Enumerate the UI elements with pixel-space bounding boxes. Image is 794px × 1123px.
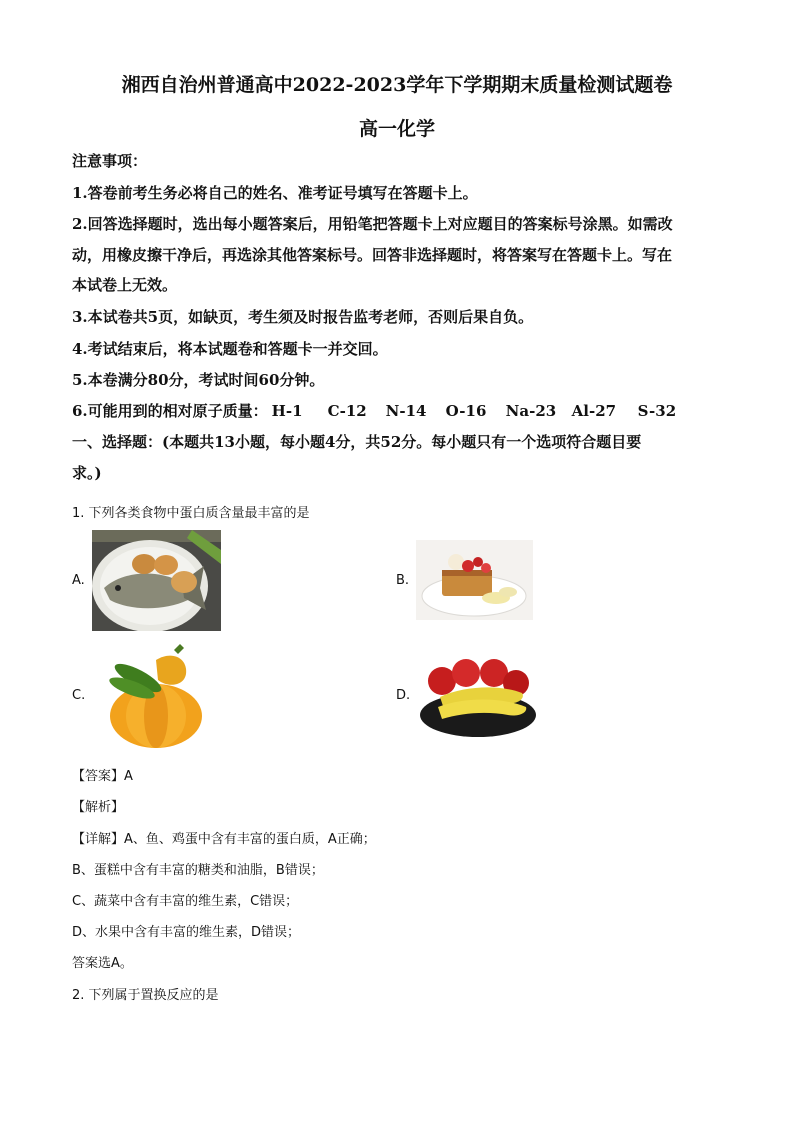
explanation-line: 答案选A。 — [72, 956, 133, 971]
notice-item: 2.回答选择题时，选出每小题答案后，用铅笔把答题卡上对应题目的答案标号涂黑。如需改 — [72, 215, 673, 233]
answer-line: 【答案】A — [72, 769, 133, 784]
notice-item: 4.考试结束后，将本试题卷和答题卡一并交回。 — [72, 340, 388, 358]
notice-item: 5.本卷满分80分，考试时间60分钟。 — [72, 371, 325, 389]
section-heading: 一、选择题：(本题共13小题，每小题4分，共52分。每小题只有一个选项符合题目要 — [72, 433, 642, 451]
option-c-label: C. — [72, 688, 86, 703]
atomic-mass-label: 6.可能用到的相对原子质量： — [72, 402, 268, 420]
atomic-mass-na: Na-23 — [505, 402, 557, 420]
atomic-mass-o: O-16 — [445, 402, 487, 420]
question-2-stem: 2. 下列属于置换反应的是 — [72, 988, 219, 1003]
option-a-label: A. — [72, 573, 85, 588]
explanation-line: 【详解】A、鱼、鸡蛋中含有丰富的蛋白质，A正确； — [72, 832, 376, 847]
atomic-mass-s: S-32 — [637, 402, 677, 420]
question-1-stem: 1. 下列各类食物中蛋白质含量最丰富的是 — [72, 506, 310, 521]
explanation-line: B、蛋糕中含有丰富的糖类和油脂，B错误； — [72, 863, 324, 878]
explanation-line: C、蔬菜中含有丰富的维生素，C错误； — [72, 894, 299, 909]
cake-image — [416, 540, 533, 620]
atomic-mass-al: Al-27 — [571, 402, 617, 420]
atomic-mass-h: H-1 — [271, 402, 303, 420]
atomic-mass-c: C-12 — [327, 402, 367, 420]
option-d-label: D. — [396, 688, 411, 703]
notice-item: 3.本试卷共5页，如缺页，考生须及时报告监考老师，否则后果自负。 — [72, 308, 534, 326]
notice-item: 动，用橡皮擦干净后，再选涂其他答案标号。回答非选择题时，将答案写在答题卡上。写在 — [72, 246, 673, 264]
vegetables-image — [92, 640, 218, 750]
analysis-heading: 【解析】 — [72, 800, 125, 815]
notice-heading: 注意事项： — [72, 152, 148, 170]
atomic-mass-n: N-14 — [385, 402, 427, 420]
atomic-mass-line — [72, 400, 676, 421]
exam-title: 湘西自治州普通高中2022-2023学年下学期期末质量检测试题卷 — [121, 74, 673, 96]
section-heading-cont: 求。) — [72, 464, 102, 482]
explanation-line: D、水果中含有丰富的维生素，D错误； — [72, 925, 301, 940]
fish-and-eggs-image — [92, 530, 221, 631]
notice-item: 1.答卷前考生务必将自己的姓名、准考证号填写在答题卡上。 — [72, 184, 478, 202]
exam-subtitle: 高一化学 — [358, 118, 435, 140]
option-b-label: B. — [396, 573, 410, 588]
notice-item: 本试卷上无效。 — [72, 276, 178, 294]
fruit-image — [416, 655, 540, 741]
